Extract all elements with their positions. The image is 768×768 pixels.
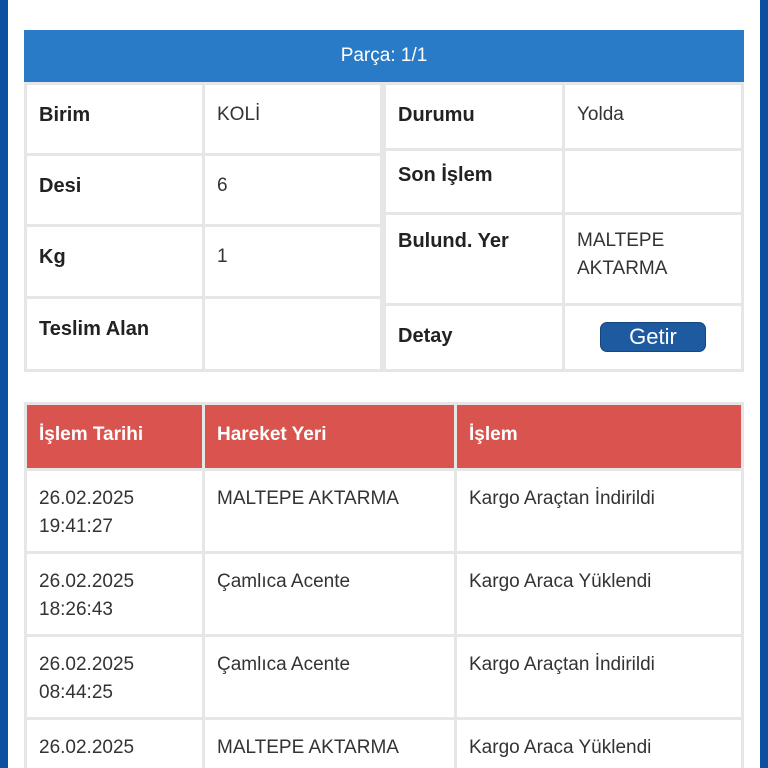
detay-value xyxy=(565,306,741,369)
row-date: 26.02.2025 xyxy=(39,654,135,675)
row-action: Kargo Araçtan İndirildi xyxy=(457,471,741,551)
table-row-date xyxy=(27,637,202,717)
header-islem: İşlem xyxy=(457,405,741,468)
table-row-date xyxy=(27,471,202,551)
row-action: Kargo Araca Yüklendi xyxy=(457,554,741,634)
durumu-value: Yolda xyxy=(565,85,741,148)
durumu-label: Durumu xyxy=(386,85,562,148)
teslim-alan-value xyxy=(205,299,380,369)
getir-button[interactable]: Getir xyxy=(600,322,706,352)
row-place: Çamlıca Acente xyxy=(205,554,454,634)
parca-title: Parça: 1/1 xyxy=(340,45,428,66)
row-place: MALTEPE AKTARMA xyxy=(205,471,454,551)
kg-label: Kg xyxy=(27,227,202,296)
teslim-alan-label: Teslim Alan xyxy=(27,299,202,369)
desi-value: 6 xyxy=(205,156,380,224)
birim-label: Birim xyxy=(27,85,202,153)
bulund-yer-value: MALTEPE AKTARMA xyxy=(565,215,741,303)
header-islem-tarihi: İşlem Tarihi xyxy=(27,405,202,468)
detay-label: Detay xyxy=(386,306,562,369)
desi-label: Desi xyxy=(27,156,202,224)
row-time: 08:44:25 xyxy=(39,682,113,703)
row-action: Kargo Araçtan İndirildi xyxy=(457,637,741,717)
shipment-page xyxy=(8,0,760,768)
parca-header xyxy=(24,30,744,82)
row-date: 26.02.2025 xyxy=(39,571,135,592)
table-row-date xyxy=(27,720,202,768)
birim-value: KOLİ xyxy=(205,85,380,153)
row-time: 18:26:43 xyxy=(39,599,113,620)
row-action: Kargo Araca Yüklendi xyxy=(457,720,741,768)
header-hareket-yeri: Hareket Yeri xyxy=(205,405,454,468)
shipment-details-table xyxy=(24,82,744,372)
row-place: MALTEPE AKTARMA xyxy=(205,720,454,768)
row-time: 19:41:27 xyxy=(39,516,113,537)
row-place: Çamlıca Acente xyxy=(205,637,454,717)
row-date: 26.02.2025 xyxy=(39,488,135,509)
son-islem-label: Son İşlem xyxy=(386,151,562,212)
bulund-yer-label: Bulund. Yer xyxy=(386,215,562,303)
row-date: 26.02.2025 xyxy=(39,737,135,758)
son-islem-value xyxy=(565,151,741,212)
table-row-date xyxy=(27,554,202,634)
history-table xyxy=(24,402,744,768)
kg-value: 1 xyxy=(205,227,380,296)
